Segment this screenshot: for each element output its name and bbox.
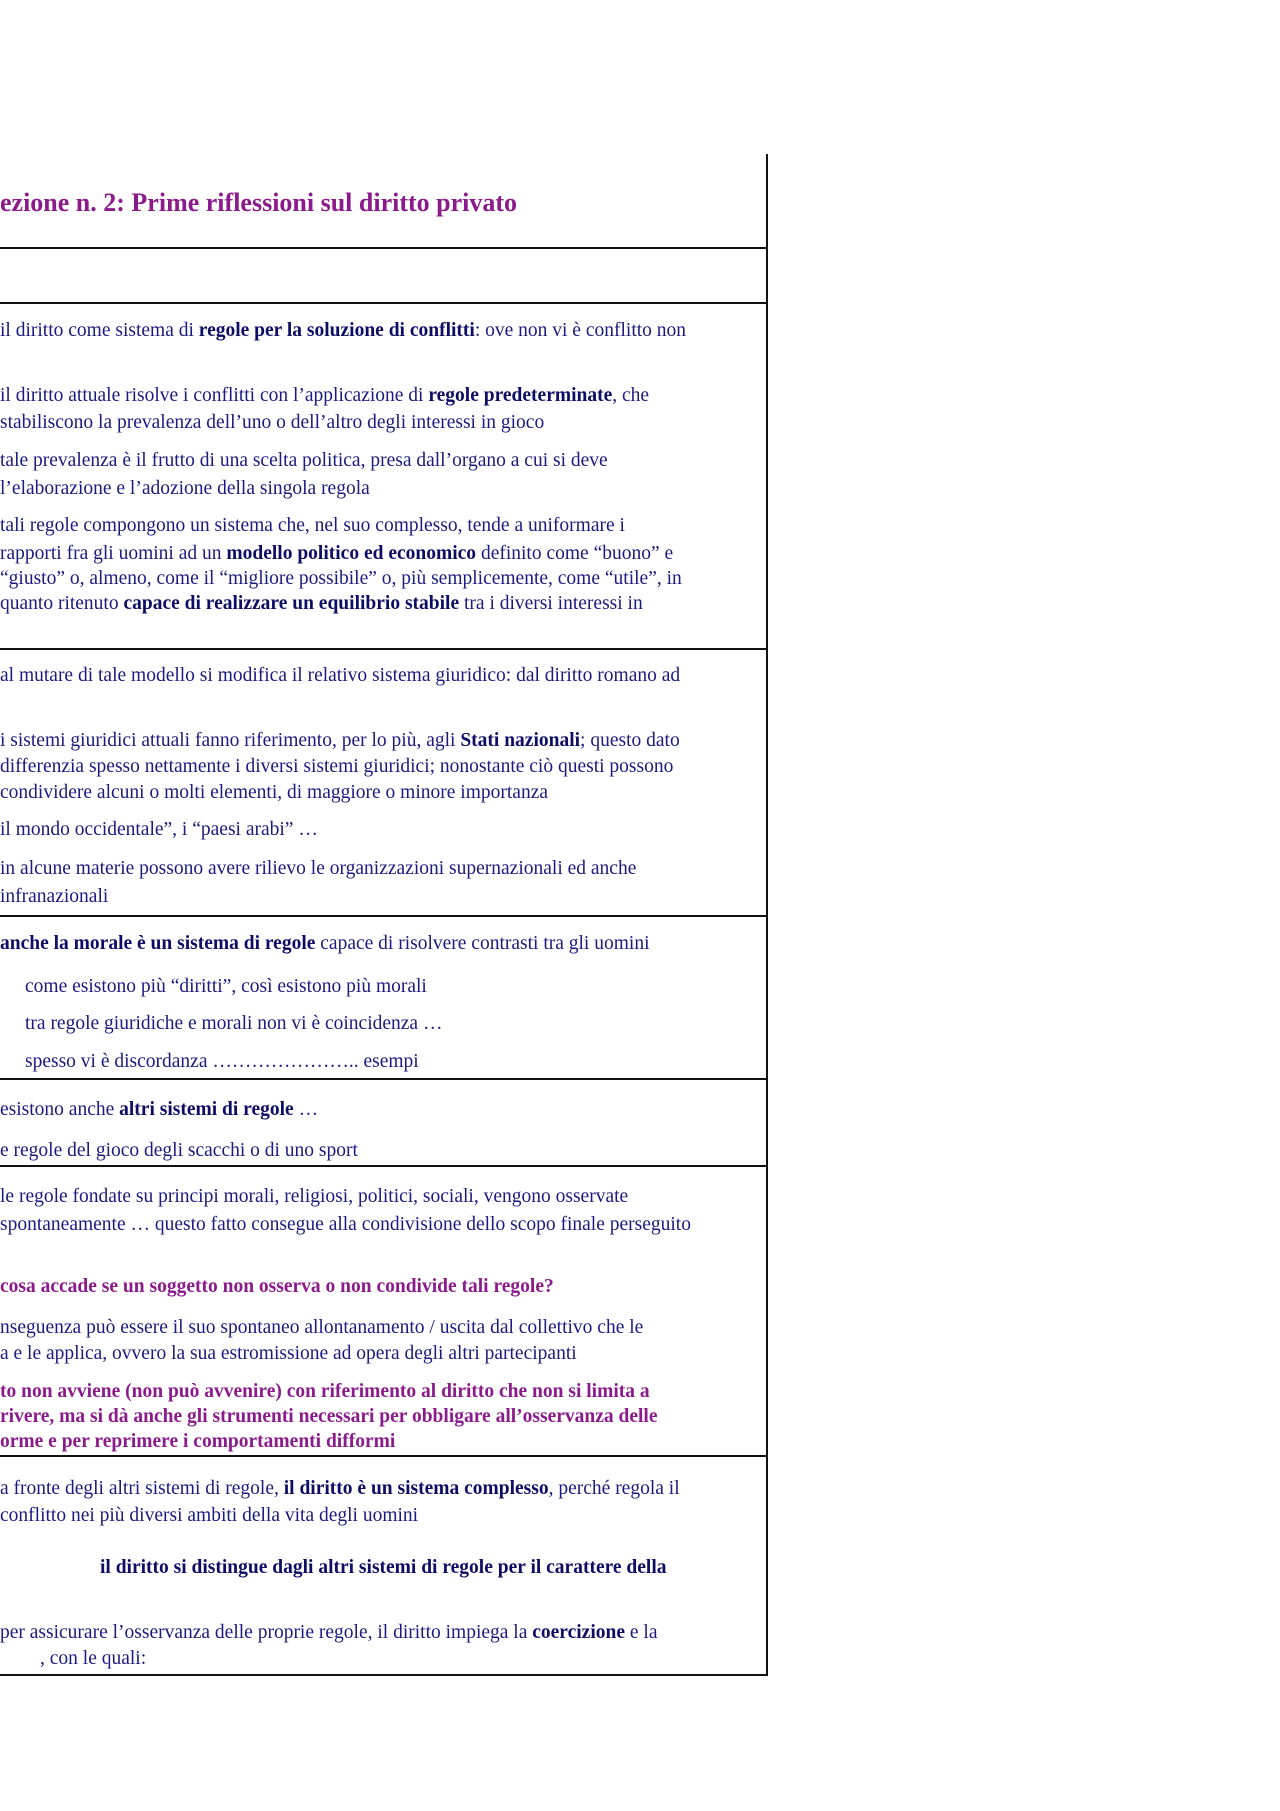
text-line: quanto ritenuto capace di realizzare un equilibrio stabile tra i diversi interessi in [0, 593, 643, 614]
text-line: le regole fondate su principi morali, religiosi, politici, sociali, vengono osservate [0, 1186, 629, 1207]
text-line: per assicurare l’osservanza delle proprie regole, il diritto impiega la coercizione e la [0, 1622, 658, 1643]
text-line: come esistono più “diritti”, così esistono più morali [25, 976, 427, 997]
text-line: il mondo occidentale”, i “paesi arabi” … [0, 819, 318, 840]
text-line: tali regole compongono un sistema che, nel suo complesso, tende a uniformare i [0, 515, 625, 536]
table-row-divider [0, 247, 768, 249]
text-line: spesso vi è discordanza ………………….. esempi [25, 1051, 419, 1072]
text-line: tale prevalenza è il frutto di una scelta politica, presa dall’organo a cui si deve [0, 450, 608, 471]
table-row-divider [0, 648, 768, 650]
text-line: rapporti fra gli uomini ad un modello politico ed economico definito come “buono” e [0, 543, 674, 564]
text-line: “giusto” o, almeno, come il “migliore possibile” o, più semplicemente, come “utile”, in [0, 568, 682, 589]
emphasis-line: orme e per reprimere i comportamenti difformi [0, 1431, 396, 1452]
text-line: l’elaborazione e l’adozione della singola regola [0, 478, 370, 499]
text-line: stabiliscono la prevalenza dell’uno o dell’altro degli interessi in gioco [0, 412, 545, 433]
text-line: e regole del gioco degli scacchi o di uno sport [0, 1140, 358, 1161]
emphasis-line: rivere, ma si dà anche gli strumenti necessari per obbligare all’osservanza delle [0, 1406, 658, 1427]
table-row-divider [0, 915, 768, 917]
text-line: in alcune materie possono avere rilievo le organizzazioni supernazionali ed anche [0, 858, 637, 879]
text-line: il diritto come sistema di regole per la soluzione di conflitti: ove non vi è conflitto non [0, 320, 687, 341]
emphasis-line: to non avviene (non può avvenire) con riferimento al diritto che non si limita a [0, 1381, 650, 1402]
text-line: a fronte degli altri sistemi di regole, il diritto è un sistema complesso, perché regola il [0, 1478, 680, 1499]
text-line: spontaneamente … questo fatto consegue alla condivisione dello scopo finale perseguito [0, 1214, 691, 1235]
text-line: i sistemi giuridici attuali fanno riferimento, per lo più, agli Stati nazionali; questo dato [0, 730, 680, 751]
text-line: al mutare di tale modello si modifica il relativo sistema giuridico: dal diritto romano ad [0, 665, 681, 686]
text-line: esistono anche altri sistemi di regole … [0, 1099, 319, 1120]
text-line: tra regole giuridiche e morali non vi è coincidenza … [25, 1013, 443, 1034]
question-line: cosa accade se un soggetto non osserva o non condivide tali regole? [0, 1276, 554, 1297]
text-line: anche la morale è un sistema di regole capace di risolvere contrasti tra gli uomini [0, 933, 650, 954]
text-line: , con le quali: [40, 1648, 147, 1669]
text-line: nseguenza può essere il suo spontaneo allontanamento / uscita dal collettivo che le [0, 1317, 644, 1338]
table-row-divider [0, 1078, 768, 1080]
text-line: a e le applica, ovvero la sua estromissione ad opera degli altri partecipanti [0, 1343, 577, 1364]
text-line: infranazionali [0, 886, 109, 907]
text-line: il diritto attuale risolve i conflitti con l’applicazione di regole predeterminate, che [0, 385, 650, 406]
text-line: condividere alcuni o molti elementi, di maggiore o minore importanza [0, 782, 548, 803]
text-line: il diritto si distingue dagli altri sistemi di regole per il carattere della [100, 1557, 667, 1578]
table-row-divider [0, 1455, 768, 1457]
text-line: conflitto nei più diversi ambiti della vita degli uomini [0, 1505, 419, 1526]
table-row-divider [0, 302, 768, 304]
table-bottom-border [0, 1674, 768, 1676]
page-title: ezione n. 2: Prime riflessioni sul diritto privato [0, 188, 518, 217]
text-line: differenzia spesso nettamente i diversi sistemi giuridici; nonostante ciò questi possono [0, 756, 674, 777]
table-row-divider [0, 1165, 768, 1167]
